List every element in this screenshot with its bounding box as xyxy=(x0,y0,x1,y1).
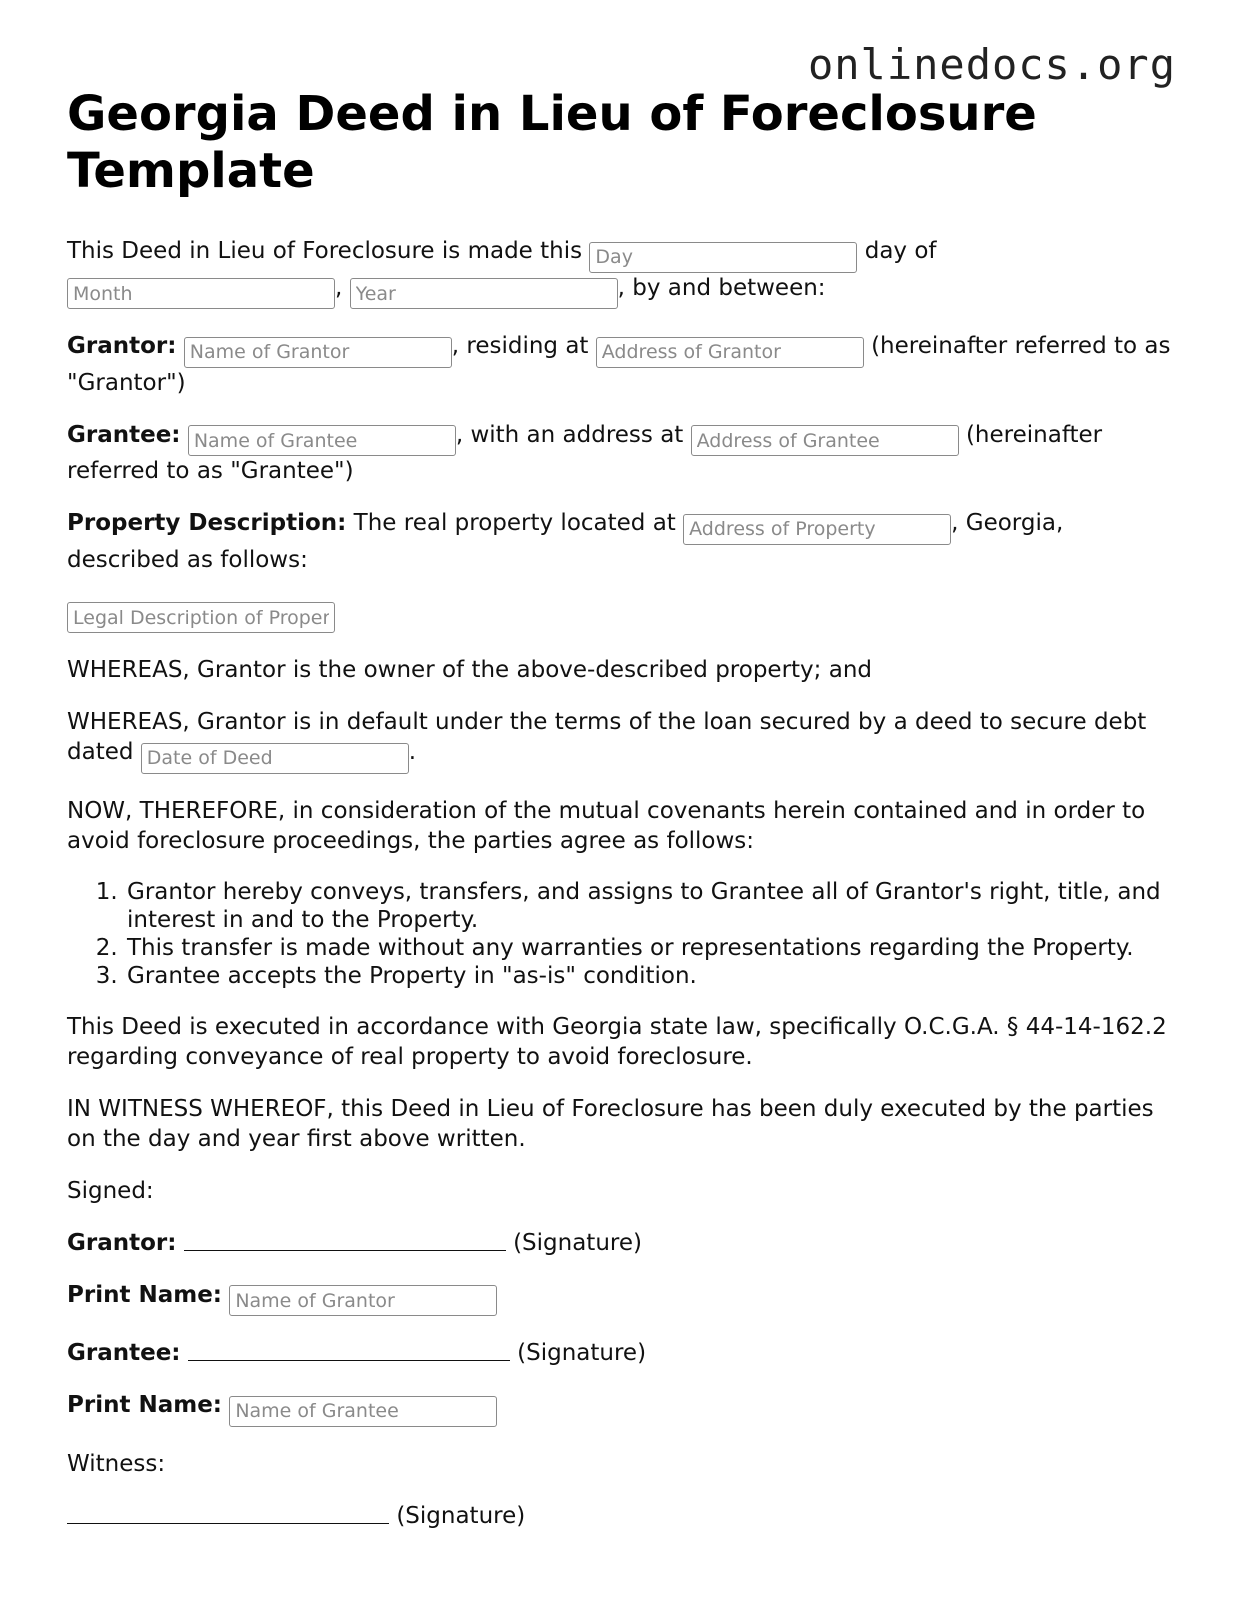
legal-description-paragraph xyxy=(67,597,1172,634)
grantee-label: Grantee: xyxy=(67,421,181,448)
grantee-print-name-input[interactable] xyxy=(229,1396,497,1427)
property-address-input[interactable] xyxy=(683,514,951,545)
grantee-paragraph xyxy=(67,420,1172,487)
grantee-signature-line[interactable] xyxy=(188,1340,510,1361)
deed-date-input[interactable] xyxy=(141,743,409,774)
year-input[interactable] xyxy=(350,278,618,309)
grantee-print-name-label: Print Name: xyxy=(67,1392,222,1418)
grantor-signature-row xyxy=(67,1228,1172,1258)
whereas-owner: WHEREAS, Grantor is the owner of the above-described property; and xyxy=(67,657,872,683)
witness-signature-text: (Signature) xyxy=(396,1502,526,1529)
property-suffix: , Georgia, described as follows: xyxy=(67,510,1064,573)
grantee-signature-row xyxy=(67,1338,1172,1368)
grantee-name-input[interactable] xyxy=(188,425,456,456)
grantee-signature-text: (Signature) xyxy=(517,1340,647,1366)
grantee-address-input[interactable] xyxy=(691,425,959,456)
grantor-residing-text: , residing at xyxy=(451,333,589,359)
property-paragraph xyxy=(67,508,1172,575)
grantee-address-text: , with an address at xyxy=(455,421,684,448)
witness-signature-row xyxy=(67,1501,1172,1531)
whereas-default-paragraph xyxy=(67,707,1172,774)
witness-signature-line[interactable] xyxy=(67,1503,389,1524)
intro-comma: , xyxy=(335,274,343,301)
grantor-print-name-input[interactable] xyxy=(229,1285,497,1316)
grantor-label: Grantor: xyxy=(67,333,177,359)
legal-description-input[interactable] xyxy=(67,602,335,633)
page-title: Georgia Deed in Lieu of Foreclosure Template xyxy=(67,86,1037,199)
grantor-print-name-row xyxy=(67,1280,1172,1317)
grantor-name-input[interactable] xyxy=(184,337,452,368)
now-therefore-paragraph: NOW, THEREFORE, in consideration of the mutual covenants herein contained and in order to avoid foreclosure proceedings, the parties agree as follows: xyxy=(67,797,1146,854)
whereas-default-text: WHEREAS, Grantor is in default under the terms of the loan secured by a deed to secure debt dated xyxy=(67,709,1147,765)
grantee-signature-label: Grantee: xyxy=(67,1340,181,1366)
grantor-signature-text: (Signature) xyxy=(513,1229,642,1256)
whereas-default-suffix: . xyxy=(408,739,417,765)
grantor-signature-line[interactable] xyxy=(184,1230,506,1251)
intro-suffix: , by and between: xyxy=(617,274,826,301)
grantor-address-input[interactable] xyxy=(596,337,864,368)
witness-label: Witness: xyxy=(67,1450,166,1477)
terms-list xyxy=(67,878,1172,990)
list-item: 2. This transfer is made without any warranties or representations regarding the Property. xyxy=(125,934,1172,962)
witness-whereof-paragraph: IN WITNESS WHEREOF, this Deed in Lieu of Foreclosure has been duly executed by the parties on the day and year first above written. xyxy=(67,1095,1154,1152)
day-input[interactable] xyxy=(589,242,857,273)
grantor-suffix: (hereinafter referred to as "Grantor") xyxy=(67,333,1171,396)
property-label: Property Description: xyxy=(67,510,347,536)
document xyxy=(67,86,1172,1553)
property-text: The real property located at xyxy=(353,510,676,536)
grantor-print-name-label: Print Name: xyxy=(67,1281,222,1308)
list-item: 3. Grantee accepts the Property in "as-is" condition. xyxy=(125,962,1172,990)
month-input[interactable] xyxy=(67,278,335,309)
signed-label: Signed: xyxy=(67,1177,154,1204)
grantee-print-name-row xyxy=(67,1390,1172,1427)
grantee-suffix: (hereinafter referred to as "Grantee") xyxy=(67,421,1103,484)
intro-paragraph xyxy=(67,236,1172,309)
grantor-signature-label: Grantor: xyxy=(67,1229,177,1256)
law-paragraph: This Deed is executed in accordance with Georgia state law, specifically O.C.G.A. § 44-14-162.2 regarding conveyance of real property to avoid foreclosure. xyxy=(67,1013,1167,1070)
watermark: onlinedocs.org xyxy=(807,40,1176,89)
day-of-text: day of xyxy=(864,238,937,264)
intro-prefix: This Deed in Lieu of Foreclosure is made this xyxy=(67,238,583,264)
grantor-paragraph xyxy=(67,331,1172,398)
list-item: 1. Grantor hereby conveys, transfers, and assigns to Grantee all of Grantor's right, title, and interest in and to the Property. xyxy=(125,878,1172,934)
